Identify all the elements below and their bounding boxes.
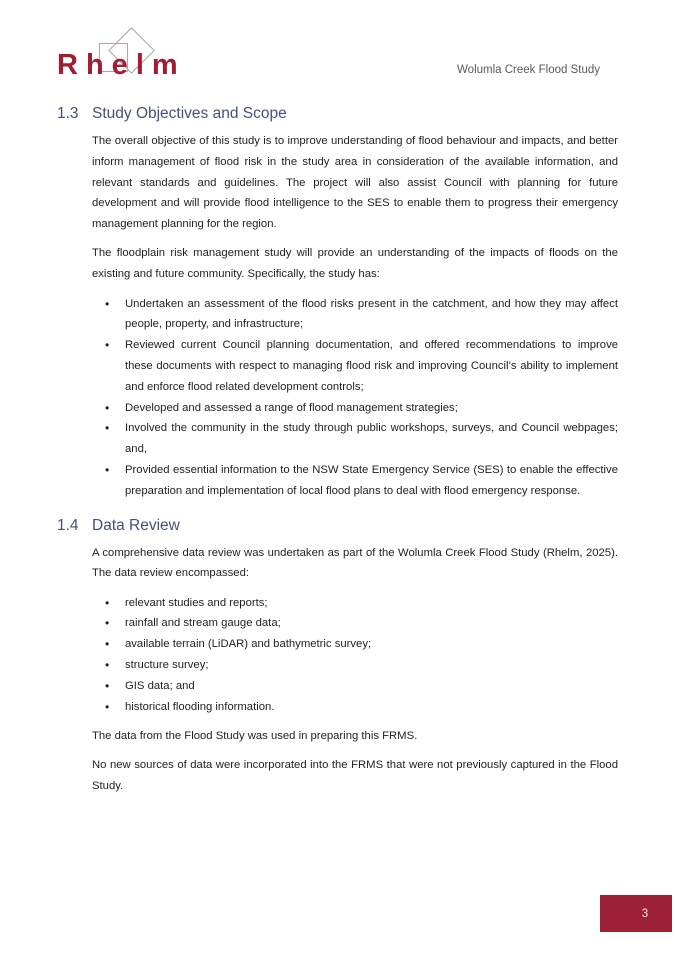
logo-letter: l bbox=[135, 49, 144, 81]
bullet-item: • Provided essential information to the NSW State Emergency Service (SES) to enable the effective preparation and implementation of local flood plans to deal with flood emergency response. bbox=[92, 460, 618, 502]
bullet-item: • historical flooding information. bbox=[92, 697, 618, 718]
page-number-badge: 3 bbox=[600, 895, 672, 932]
bullet-item: • Involved the community in the study through public workshops, surveys, and Council webpages; and, bbox=[92, 418, 618, 460]
document-title: Wolumla Creek Flood Study bbox=[457, 64, 600, 76]
page-content bbox=[57, 104, 618, 805]
section-number: 1.3 bbox=[57, 105, 79, 122]
bullet-list bbox=[92, 294, 618, 502]
bullet-item: • structure survey; bbox=[92, 655, 618, 676]
logo-letter: R bbox=[57, 49, 78, 81]
logo-wordmark bbox=[57, 51, 178, 80]
section-title: Study Objectives and Scope bbox=[92, 105, 287, 122]
bullet-item: • Undertaken an assessment of the flood risks present in the catchment, and how they may affect people, property, and infrastructure; bbox=[92, 294, 618, 336]
paragraph: The overall objective of this study is to improve understanding of flood behaviour and impacts, and better inform management of flood risk in the study area in consideration of the available information, and relevant standards and guidelines. The project will also assist Council with planning for future development and will provide flood intelligence to the SES to enable them to progress their emergency management planning for the region. bbox=[92, 135, 618, 231]
section-data-review bbox=[57, 516, 618, 797]
section-number: 1.4 bbox=[57, 516, 79, 534]
rhelm-logo bbox=[57, 28, 207, 90]
bullet-list bbox=[92, 593, 618, 718]
section-study-objectives bbox=[57, 104, 618, 502]
bullet-item: • Developed and assessed a range of flood management strategies; bbox=[92, 398, 618, 419]
section-title: Data Review bbox=[92, 516, 180, 534]
logo-letter: e bbox=[111, 49, 128, 81]
section-heading-1-3 bbox=[57, 104, 618, 124]
paragraph: The data from the Flood Study was used in preparing this FRMS. bbox=[92, 729, 418, 742]
paragraph: No new sources of data were incorporated into the FRMS that were not previously captured in the Flood Study. bbox=[92, 759, 618, 793]
paragraph: A comprehensive data review was undertaken as part of the Wolumla Creek Flood Study (Rhelm, 2025). The data review encompassed: bbox=[92, 546, 618, 580]
section-heading-1-4 bbox=[57, 516, 618, 536]
bullet-item: • GIS data; and bbox=[92, 676, 618, 697]
logo-letter: h bbox=[85, 49, 104, 81]
bullet-item: • Reviewed current Council planning documentation, and offered recommendations to improve these documents with respect to managing flood risk and improving Council’s ability to implement and enforce flood related development controls; bbox=[92, 335, 618, 397]
bullet-item: • rainfall and stream gauge data; bbox=[92, 613, 618, 634]
logo-letter: m bbox=[151, 49, 178, 81]
bullet-item: • relevant studies and reports; bbox=[92, 593, 618, 614]
bullet-item: • available terrain (LiDAR) and bathymetric survey; bbox=[92, 634, 618, 655]
paragraph: The floodplain risk management study will provide an understanding of the impacts of floods on the existing and future community. Specifically, the study has: bbox=[92, 247, 618, 281]
